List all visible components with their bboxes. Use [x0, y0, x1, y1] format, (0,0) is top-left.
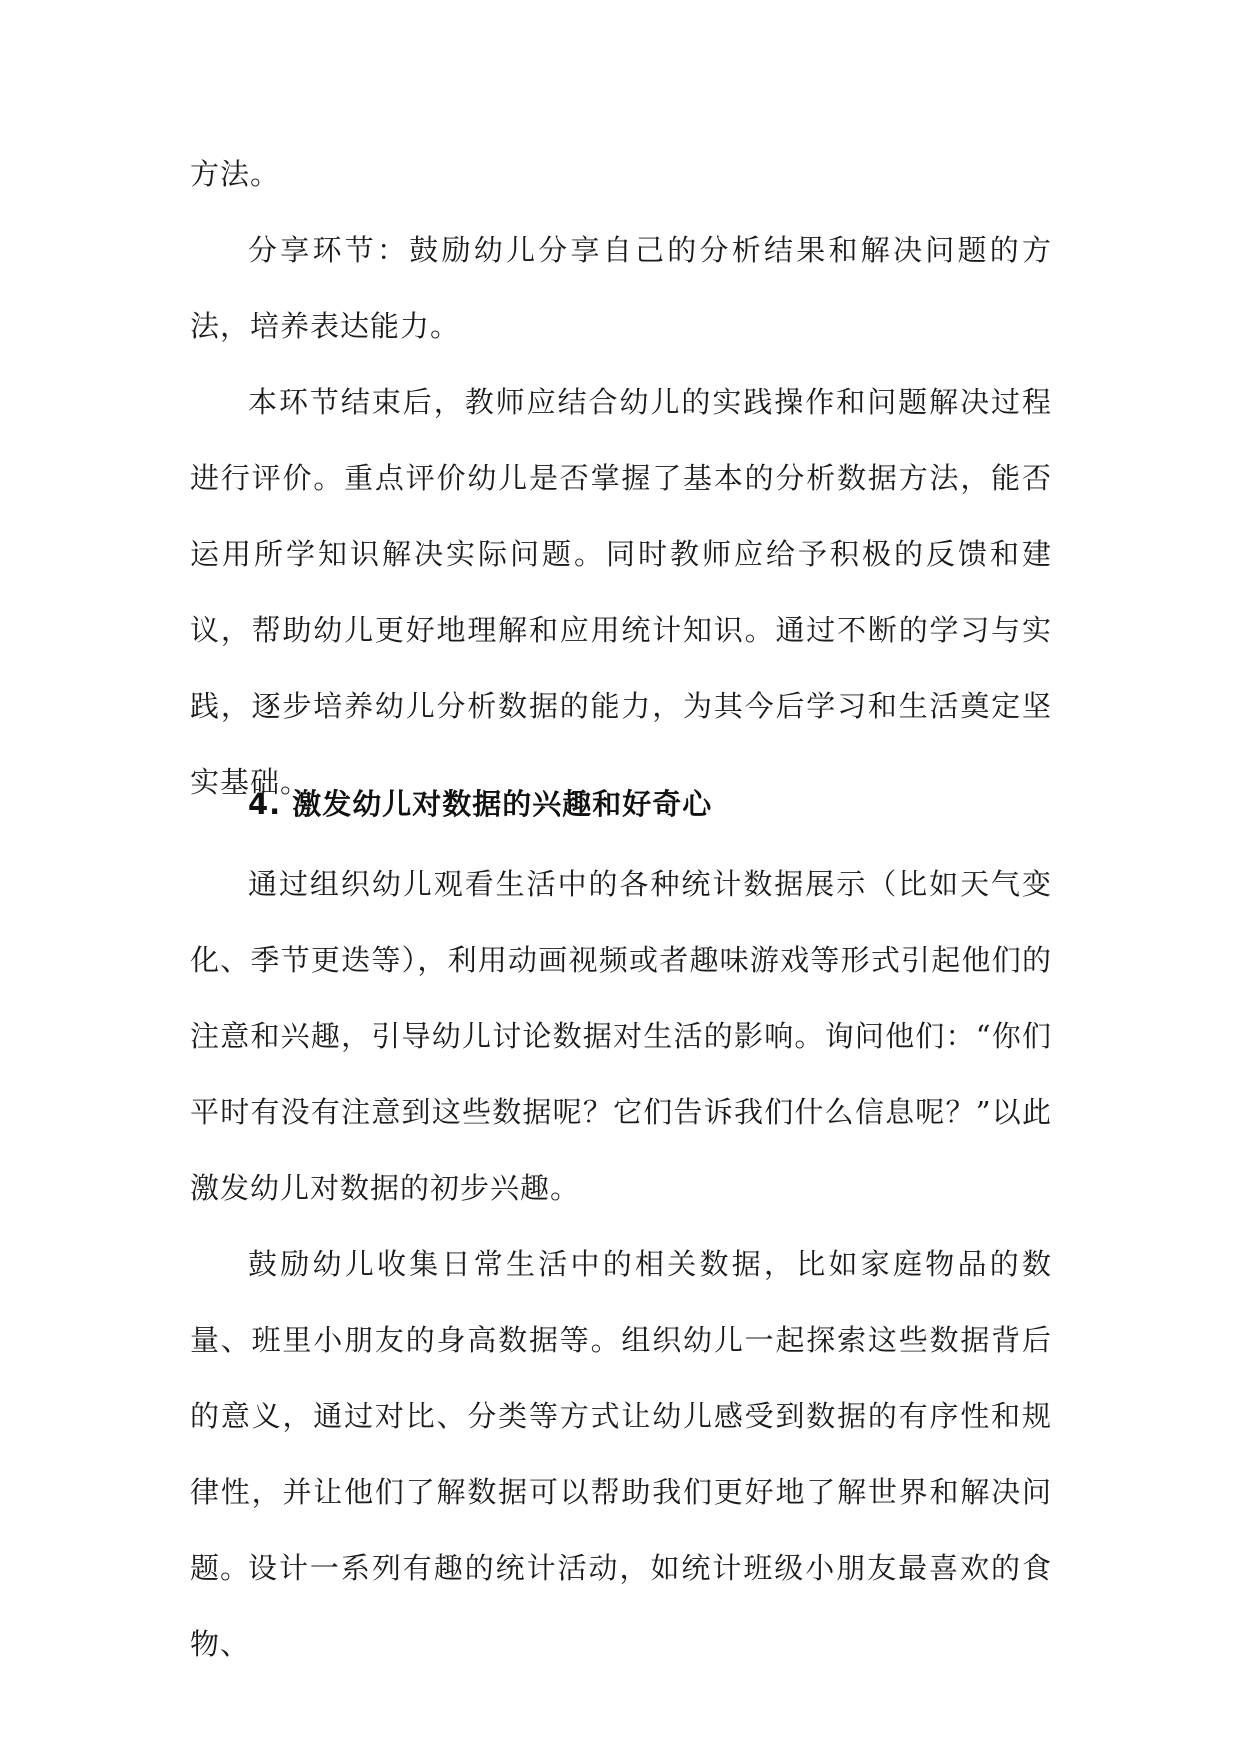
paragraph-evaluation: 本环节结束后，教师应结合幼儿的实践操作和问题解决过程进行评价。重点评价幼儿是否掌握了基本的分析数据方法，能否运用所学知识解决实际问题。同时教师应给予积极的反馈和建议，帮助幼儿更好地理解和应用统计知识。通过不断的学习与实践，逐步培养幼儿分析数据的能力，为其今后学习和生活奠定坚实基础。: [190, 385, 1052, 799]
section-heading: 4. 激发幼儿对数据的兴趣和好奇心: [248, 787, 713, 821]
paragraph-collect-data: 鼓励幼儿收集日常生活中的相关数据，比如家庭物品的数量、班里小朋友的身高数据等。组织幼儿一起探索这些数据背后的意义，通过对比、分类等方式让幼儿感受到数据的有序性和规律性，并让他们了解数据可以帮助我们更好地了解世界和解决问题。: [190, 1247, 1052, 1585]
paragraph-watch-data: 通过组织幼儿观看生活中的各种统计数据展示（比如天气变化、季节更迭等），利用动画视频或者趣味游戏等形式引起他们的注意和兴趣，引导幼儿讨论数据对生活的影响。询问他们：“你们平时有没有注意到这些数据呢？它们告诉我们什么信息呢？”以此激发幼儿对数据的初步兴趣。: [190, 867, 1052, 1205]
paragraph-continuation: 方法。: [190, 157, 281, 191]
paragraph-activities: 设计一系列有趣的统计活动，如统计班级小朋友最喜欢的食物、: [190, 1551, 1052, 1661]
paragraph-sharing-stage: 分享环节：鼓励幼儿分享自己的分析结果和解决问题的方法，培养表达能力。: [190, 233, 1052, 343]
